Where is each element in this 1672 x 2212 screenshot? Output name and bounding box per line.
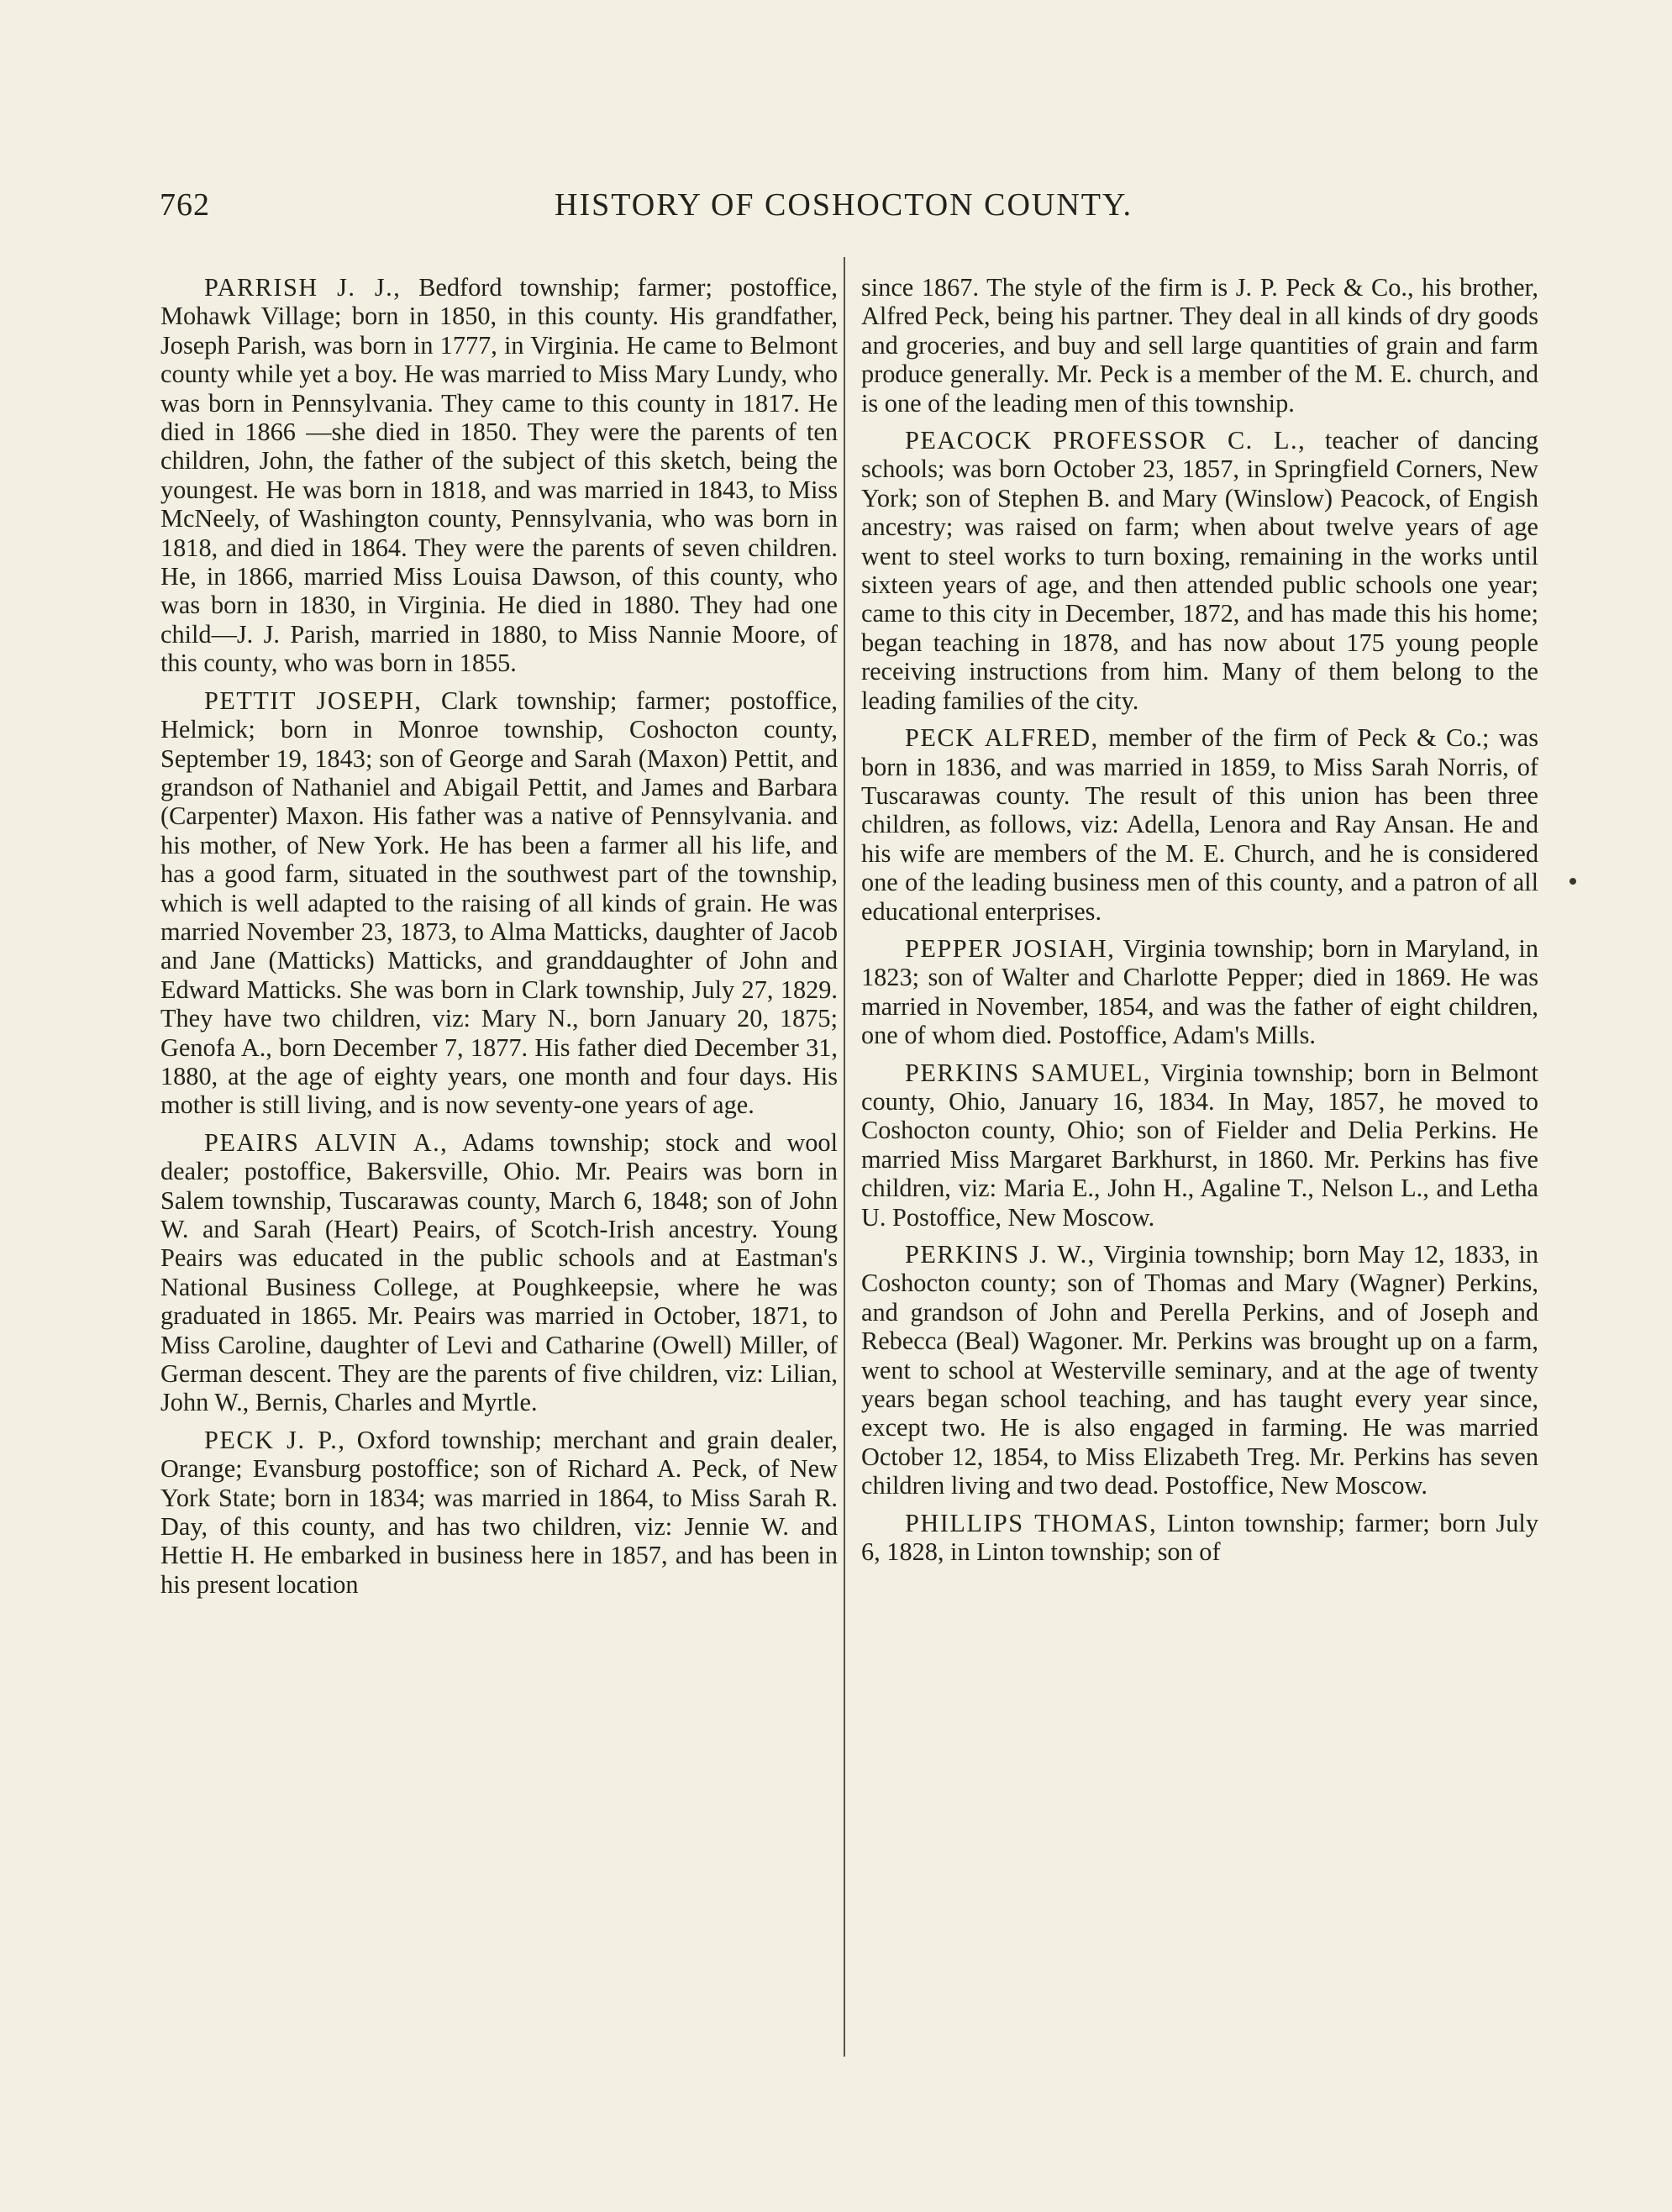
biography-entry [861, 1509, 1538, 1567]
entry-name: PHILLIPS THOMAS, [905, 1508, 1158, 1537]
entry-text: teacher of dancing schools; was born October 23, 1857, in Springfield Corners, New York; son of Stephen B. and Mary (Winslow) Peacock, of Engish ancestry; was raised on farm; when about twelve years of age went to steel works to turn boxing, remaining in the works until sixteen years of age, and then attended public schools one year; came to this city in December, 1872, and has made this his home; began teaching in 1878, and has now about 175 young people receiving instructions from him. Many of them belong to the leading families of the city. [861, 426, 1538, 715]
running-title: HISTORY OF COSHOCTON COUNTY. [555, 187, 1133, 223]
biography-entry [160, 1426, 838, 1599]
entry-name: PECK J. P., [204, 1425, 346, 1454]
biography-entry [861, 1240, 1538, 1500]
entry-name: PARRISH J. J., [204, 273, 402, 302]
biography-entry [861, 934, 1538, 1050]
entry-text: since 1867. The style of the firm is J. P. Peck & Co., his brother, Alfred Peck, being his partner. They deal in all kinds of dry goods and groceries, and buy and sell large quantities of grain and farm produce generally. Mr. Peck is a member of the M. E. church, and is one of the leading men of this township. [861, 273, 1538, 418]
biography-entry [160, 273, 838, 678]
entry-name: PEACOCK PROFESSOR C. L., [905, 426, 1307, 455]
entry-text: Virginia township; born in Belmont county, Ohio, January 16, 1834. In May, 1857, he moved to Coshocton county, Ohio; son of Fielder and Delia Perkins. He married Miss Margaret Barkhurst, in 1860. Mr. Perkins has five children, viz: Maria E., John H., Agaline T., Nelson L., and Letha U. Postoffice, New Moscow. [861, 1058, 1538, 1232]
entry-text: member of the firm of Peck & Co.; was born in 1836, and was married in 1859, to Miss Sarah Norris, of Tuscarawas county. The result of this union has been three children, as follows, viz: Adella, Lenora and Ray Ansan. He and his wife are members of the M. E. Church, and he is considered one of the leading business men of this county, and a patron of all educational enterprises. [861, 723, 1539, 926]
biography-entry [861, 723, 1538, 926]
entry-text: Oxford township; merchant and grain dealer, Orange; Evansburg postoffice; son of Richard A. Peck, of New York State; born in 1834; was married in 1864, to Miss Sarah R. Day, of this county, and has two children, viz: Jennie W. and Hettie H. He embarked in business here in 1857, and has been in his present location [160, 1425, 838, 1599]
left-column [160, 273, 838, 1607]
entry-text: Clark township; farmer; postoffice, Helmick; born in Monroe township, Coshocton county, September 19, 1843; son of George and Sarah (Maxon) Pettit, and grandson of Nathaniel and Abigail Pettit, and James and Barbara (Carpenter) Maxon. His father was a native of Pennsylvania. and his mother, of New York. He has been a farmer all his life, and has a good farm, situated in the southwest part of the township, which is well adapted to the raising of all kinds of grain. He was married November 23, 1873, to Alma Matticks, daughter of Jacob and Jane (Matticks) Matticks, and granddaughter of John and Edward Matticks. She was born in Clark township, July 27, 1829. They have two children, viz: Mary N., born January 20, 1875; Genofa A., born December 7, 1877. His father died December 31, 1880, at the age of eighty years, one month and four days. His mother is still living, and is now seventy-one years of age. [160, 686, 838, 1120]
entry-text: Virginia township; born in Maryland, in 1823; son of Walter and Charlotte Pepper; died in 1869. He was married in November, 1854, and was the father of eight children, one of whom died. Postoffice, Adam's Mills. [861, 933, 1538, 1050]
biography-entry [861, 1059, 1538, 1232]
biography-entry [160, 1128, 838, 1417]
entry-name: PERKINS SAMUEL, [905, 1058, 1151, 1087]
entry-name: PERKINS J. W., [905, 1240, 1096, 1269]
biography-entry-continuation [861, 273, 1538, 418]
entry-name: PEAIRS ALVIN A., [204, 1127, 449, 1157]
entry-text: Bedford township; farmer; postoffice, Mohawk Village; born in 1850, in this county. His grandfather, Joseph Parish, was born in 1777, in Virginia. He came to Belmont county while yet a boy. He was married to Miss Mary Lundy, who was born in Pennsylvania. They came to this county in 1817. He died in 1866 —she died in 1850. They were the parents of ten children, John, the father of the subject of this sketch, being the youngest. He was born in 1818, and was married in 1843, to Miss McNeely, of Washington county, Pennsylvania, who was born in 1818, and died in 1864. They were the parents of seven children. He, in 1866, married Miss Louisa Dawson, of this county, who was born in 1830, in Virginia. He died in 1880. They had one child—J. J. Parish, married in 1880, to Miss Nannie Moore, of this county, who was born in 1855. [160, 273, 838, 678]
biography-entry [160, 686, 838, 1120]
entry-text: Linton township; farmer; born July 6, 1828, in Linton township; son of [861, 1508, 1538, 1567]
ink-spot [1569, 878, 1576, 885]
entry-name: PETTIT JOSEPH, [204, 686, 423, 715]
right-column [861, 273, 1538, 1574]
column-divider [844, 257, 845, 2057]
entry-text: Virginia township; born May 12, 1833, in Coshocton county; son of Thomas and Mary (Wagner) Perkins, and grandson of John and Perella Perkins, and of Joseph and Rebecca (Beal) Wagoner. Mr. Perkins was brought up on a farm, went to school at Westerville seminary, and at the age of twenty years began school teaching, and has taught every year since, except two. He is also engaged in farming. He was married October 12, 1854, to Miss Elizabeth Treg. Mr. Perkins has seven children living and two dead. Postoffice, New Moscow. [861, 1240, 1538, 1500]
entry-name: PEPPER JOSIAH, [905, 933, 1116, 963]
entry-name: PECK ALFRED, [905, 723, 1099, 753]
page-number: 762 [160, 187, 210, 223]
entry-text: Adams township; stock and wool dealer; postoffice, Bakersville, Ohio. Mr. Peairs was born in Salem township, Tuscarawas county, March 6, 1848; son of John W. and Sarah (Heart) Peairs, of Scotch-Irish ancestry. Young Peairs was educated in the public schools and at Eastman's National Business College, at Poughkeepsie, where he was graduated in 1865. Mr. Peairs was married in October, 1871, to Miss Caroline, daughter of Levi and Catharine (Owell) Miller, of German descent. They are the parents of five children, viz: Lilian, John W., Bernis, Charles and Myrtle. [160, 1127, 838, 1417]
biography-entry [861, 426, 1538, 715]
